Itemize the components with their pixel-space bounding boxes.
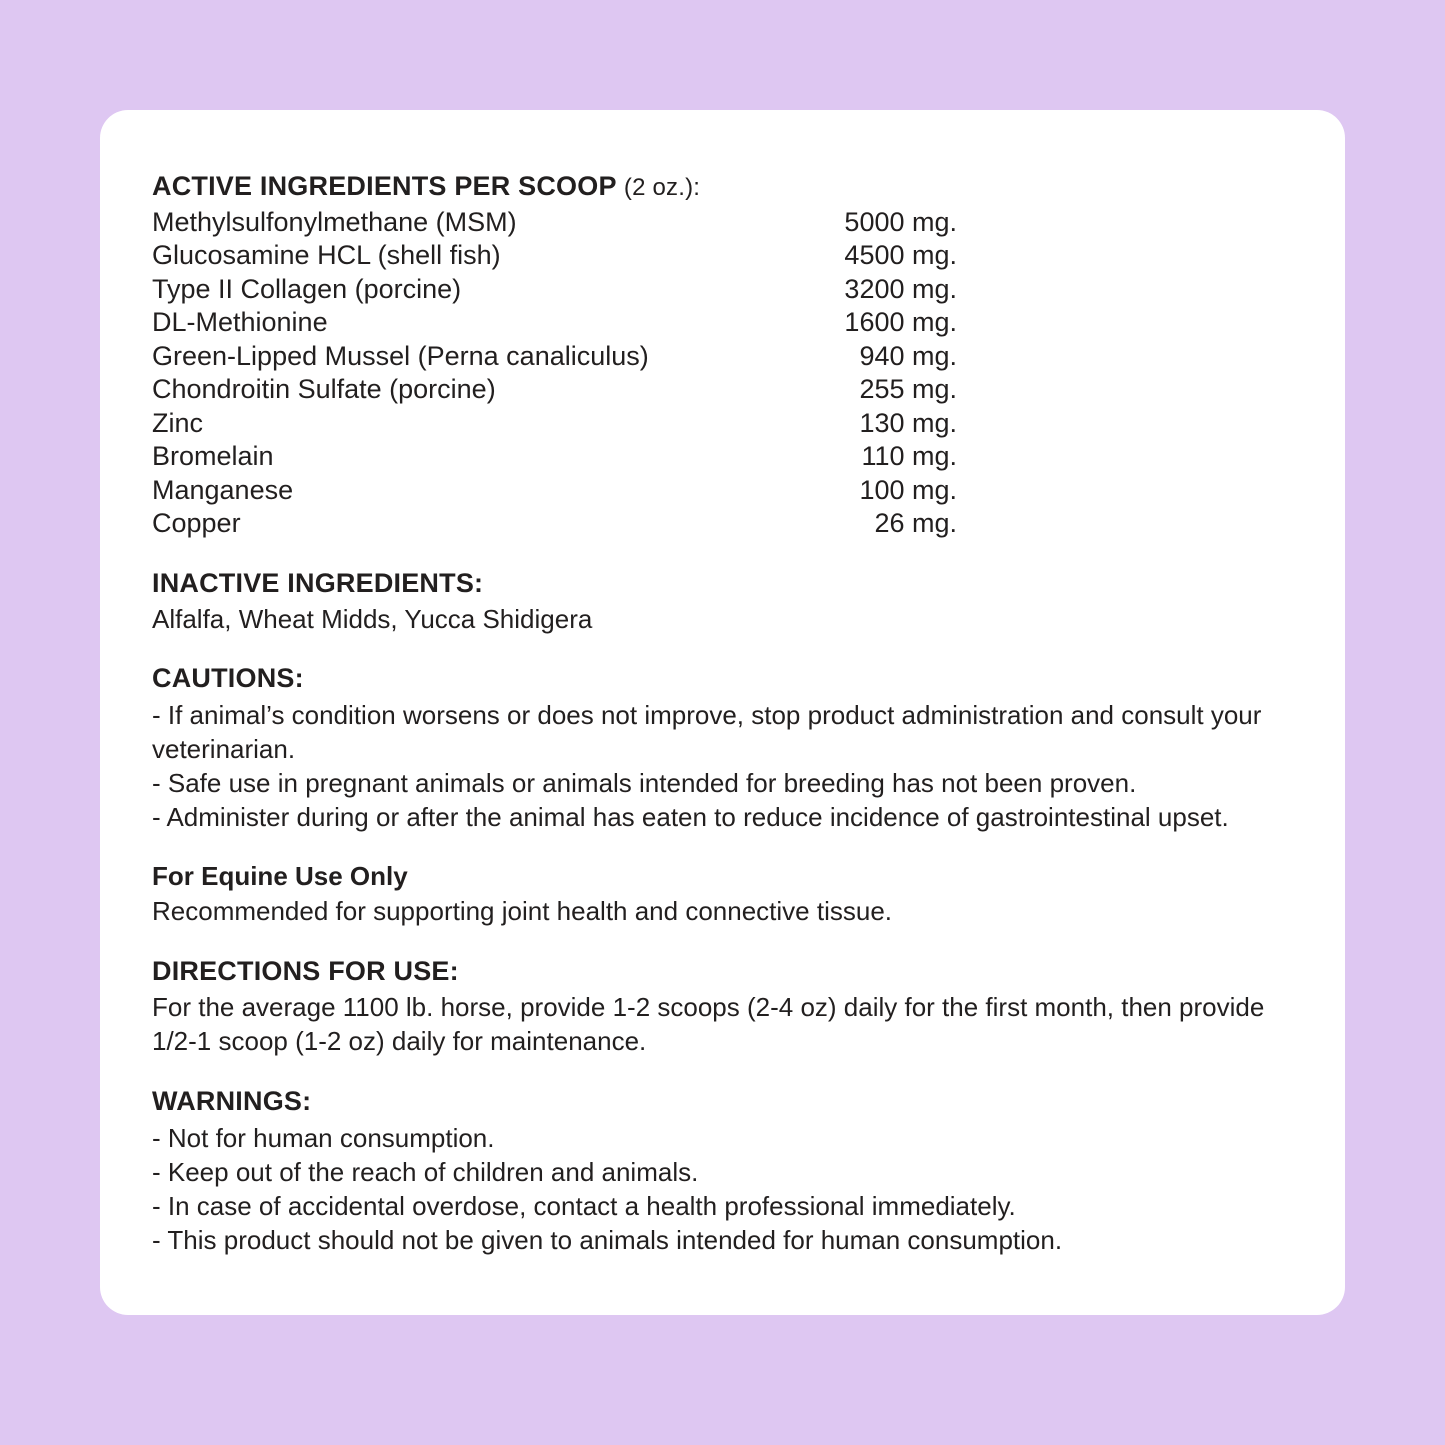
ingredient-amount: 110 mg. [861,441,957,472]
active-ingredients-table [152,206,1293,541]
row-spacer [957,239,1293,272]
inactive-ingredients-section [152,567,1293,637]
cautions-line: - Administer during or after the animal has eaten to reduce incidence of gastrointestinal upset. [152,802,1229,833]
table-row [152,373,1293,406]
ingredient-amount: 100 mg. [859,474,957,505]
row-spacer [957,273,1293,306]
ingredient-name: Type II Collagen (porcine) [152,273,462,304]
ingredient-amount: 940 mg. [859,340,957,371]
inactive-ingredients-heading: INACTIVE INGREDIENTS: [152,567,484,598]
ingredient-name: Copper [152,508,241,539]
directions-section [152,955,1293,1059]
row-spacer [957,474,1293,507]
table-row [152,407,1293,440]
directions-heading: DIRECTIONS FOR USE: [152,956,459,987]
row-spacer [957,507,1293,540]
table-row [152,273,1293,306]
ingredient-name: Methylsulfonylmethane (MSM) [152,206,517,237]
supplement-label-card [100,110,1345,1315]
table-row [152,206,1293,239]
table-row [152,306,1293,339]
inactive-ingredients-text: Alfalfa, Wheat Midds, Yucca Shidigera [152,603,593,634]
table-row [152,239,1293,272]
row-spacer [957,440,1293,473]
row-spacer [957,306,1293,339]
ingredient-name: DL-Methionine [152,307,328,338]
ingredient-amount: 3200 mg. [844,273,957,304]
warnings-line: - This product should not be given to animals intended for human consumption. [152,1224,1063,1255]
label-content [152,170,1293,1257]
ingredient-name: Green-Lipped Mussel (Perna canaliculus) [152,340,649,371]
warnings-line: - Keep out of the reach of children and animals. [152,1156,699,1187]
cautions-line: - Safe use in pregnant animals or animals intended for breeding has not been proven. [152,768,1137,799]
warnings-section [152,1085,1293,1257]
ingredient-amount: 4500 mg. [844,240,957,271]
active-ingredients-heading-bold: ACTIVE INGREDIENTS PER SCOOP [152,171,617,201]
table-row [152,474,1293,507]
ingredient-name: Bromelain [152,441,274,472]
ingredient-name: Glucosamine HCL (shell fish) [152,240,501,271]
table-row [152,507,1293,540]
equine-use-text: Recommended for supporting joint health and connective tissue. [152,896,892,927]
active-ingredients-heading-serving: (2 oz.): [623,174,701,201]
ingredient-name: Chondroitin Sulfate (porcine) [152,374,496,405]
active-ingredients-heading [152,170,1293,203]
cautions-line: - If animal’s condition worsens or does not improve, stop product administration and consult your veterinarian. [152,700,1262,765]
table-row [152,340,1293,373]
ingredient-name: Zinc [152,407,204,438]
directions-text: For the average 1100 lb. horse, provide 1-2 scoops (2-4 oz) daily for the first month, then provide 1/2-1 scoop (1-2 oz) daily for maintenance. [152,992,1265,1056]
row-spacer [957,206,1293,239]
equine-use-section [152,860,1293,929]
warnings-line: - In case of accidental overdose, contact a health professional immediately. [152,1190,1016,1221]
ingredient-amount: 130 mg. [859,407,957,438]
row-spacer [957,340,1293,373]
ingredient-amount: 255 mg. [859,374,957,405]
warnings-heading: WARNINGS: [152,1085,312,1116]
ingredient-amount: 26 mg. [874,508,957,539]
ingredient-name: Manganese [152,474,294,505]
ingredient-amount: 1600 mg. [844,307,957,338]
active-ingredients-section [152,170,1293,541]
cautions-heading: CAUTIONS: [152,663,304,694]
row-spacer [957,373,1293,406]
row-spacer [957,407,1293,440]
ingredient-amount: 5000 mg. [844,206,957,237]
table-row [152,440,1293,473]
cautions-section [152,662,1293,834]
warnings-line: - Not for human consumption. [152,1122,495,1153]
equine-use-heading: For Equine Use Only [152,861,408,892]
